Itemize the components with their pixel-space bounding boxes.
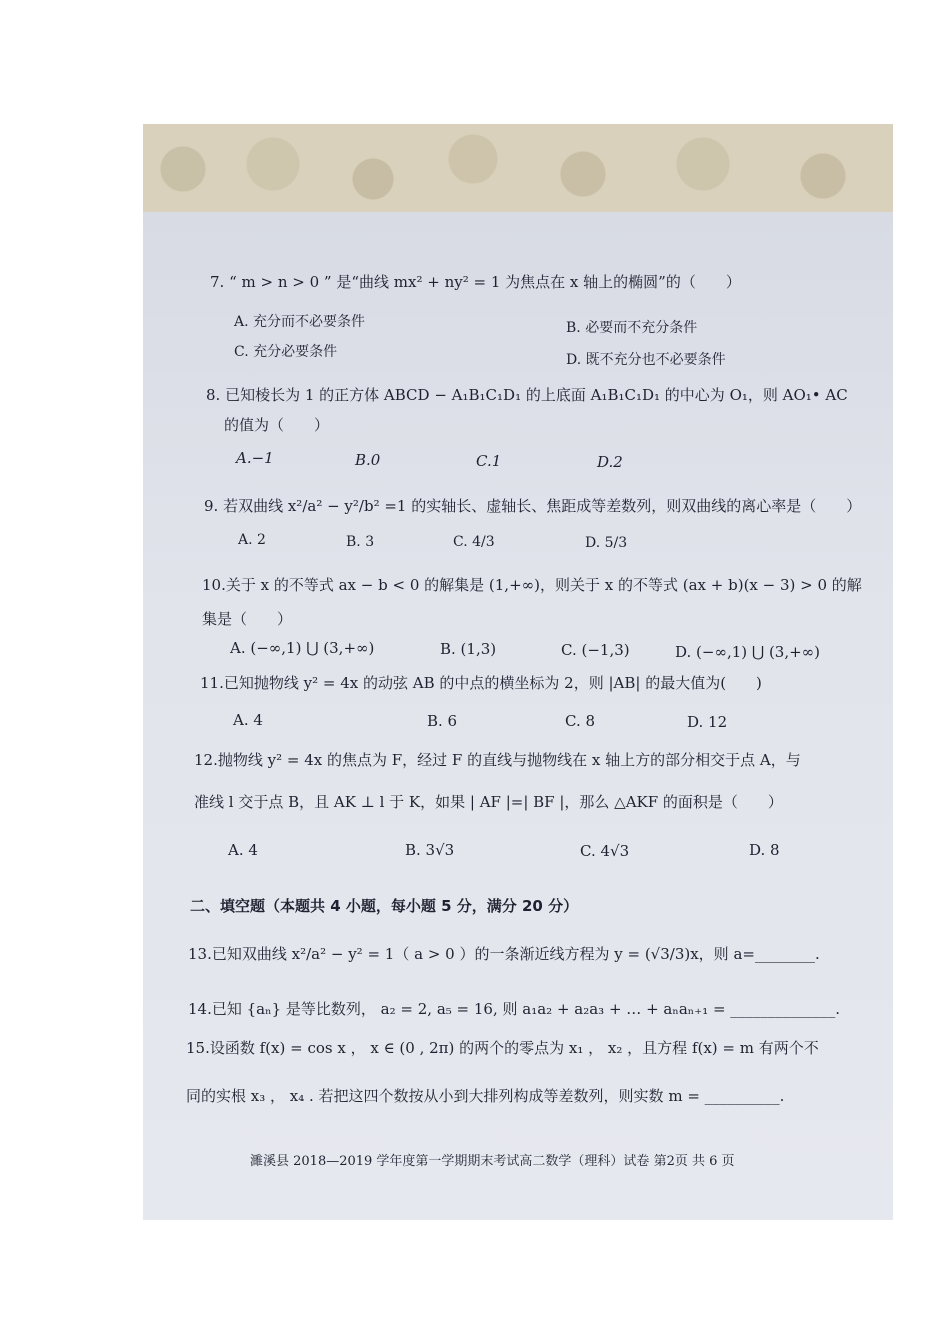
q11-option-b: B. 6	[427, 712, 458, 730]
section-heading-fill-in: 二、填空题（本题共 4 小题，每小题 5 分，满分 20 分）	[190, 897, 579, 915]
q10-option-b: B. (1,3)	[440, 640, 497, 658]
page-footer: 濉溪县 2018—2019 学年度第一学期期末考试高二数学（理科）试卷 第2页 共 6 页	[250, 1154, 735, 1169]
q9-option-b: B. 3	[346, 534, 375, 550]
tablecloth-background	[143, 124, 893, 224]
q11-option-a: A. 4	[233, 711, 263, 729]
q12-option-d: D. 8	[749, 841, 780, 859]
q14-stem: 14.已知 {aₙ} 是等比数列， a₂ = 2, a₅ = 16, 则 a₁a₂ + a₂a₃ + … + aₙaₙ₊₁ = ______________.	[188, 1000, 841, 1018]
q15-stem-continued: 同的实根 x₃ ， x₄ . 若把这四个数按从小到大排列构成等差数列，则实数 m = __________.	[186, 1087, 785, 1105]
q8-option-c: C.1	[476, 452, 502, 470]
q9-option-a: A. 2	[238, 532, 266, 548]
q9-option-d: D. 5/3	[585, 535, 628, 551]
q10-option-d: D. (−∞,1) ⋃ (3,+∞)	[675, 643, 821, 661]
q7-option-c: C. 充分必要条件	[234, 344, 338, 360]
q8-stem: 8. 已知棱长为 1 的正方体 ABCD − A₁B₁C₁D₁ 的上底面 A₁B₁C₁D₁ 的中心为 O₁，则 AO₁• AC	[206, 386, 848, 404]
q7-option-a: A. 充分而不必要条件	[234, 314, 366, 330]
q11-option-c: C. 8	[565, 712, 596, 730]
q8-option-a: A.−1	[236, 449, 274, 467]
q7-option-b: B. 必要而不充分条件	[566, 320, 698, 336]
q7-option-d: D. 既不充分也不必要条件	[566, 352, 726, 368]
q12-option-b: B. 3√3	[405, 841, 455, 859]
q12-stem: 12.抛物线 y² = 4x 的焦点为 F，经过 F 的直线与抛物线在 x 轴上方的部分相交于点 A，与	[194, 751, 801, 769]
q10-option-a: A. (−∞,1) ⋃ (3,+∞)	[230, 639, 375, 657]
q7-stem: 7. “ m > n > 0 ” 是“曲线 mx² + ny² = 1 为焦点在 x 轴上的椭圆”的（ ）	[210, 273, 741, 291]
q10-stem: 10.关于 x 的不等式 ax − b < 0 的解集是 (1,+∞)，则关于 x 的不等式 (ax + b)(x − 3) > 0 的解	[202, 576, 862, 594]
q8-stem-continued: 的值为（ ）	[224, 416, 330, 434]
q8-option-b: B.0	[355, 451, 381, 469]
q9-option-c: C. 4/3	[453, 534, 495, 550]
q8-option-d: D.2	[597, 453, 623, 471]
q12-option-a: A. 4	[228, 841, 258, 859]
q10-stem-continued: 集是（ ）	[202, 610, 293, 628]
q11-option-d: D. 12	[687, 713, 728, 731]
q13-stem: 13.已知双曲线 x²/a² − y² = 1（ a > 0 ）的一条渐近线方程为 y = (√3/3)x，则 a=________.	[188, 945, 820, 963]
q9-stem: 9. 若双曲线 x²/a² − y²/b² =1 的实轴长、虚轴长、焦距成等差数列，则双曲线的离心率是（ ）	[204, 497, 862, 515]
q10-option-c: C. (−1,3)	[561, 641, 630, 659]
q11-stem: 11.已知抛物线 y² = 4x 的动弦 AB 的中点的横坐标为 2，则 |AB| 的最大值为( )	[200, 674, 762, 692]
q12-stem-continued: 准线 l 交于点 B，且 AK ⊥ l 于 K，如果 | AF |=| BF |，那么 △AKF 的面积是（ ）	[194, 793, 783, 811]
q15-stem: 15.设函数 f(x) = cos x ， x ∈ (0 , 2π) 的两个的零点为 x₁ ， x₂ ，且方程 f(x) = m 有两个不	[186, 1039, 819, 1057]
q12-option-c: C. 4√3	[580, 842, 630, 860]
